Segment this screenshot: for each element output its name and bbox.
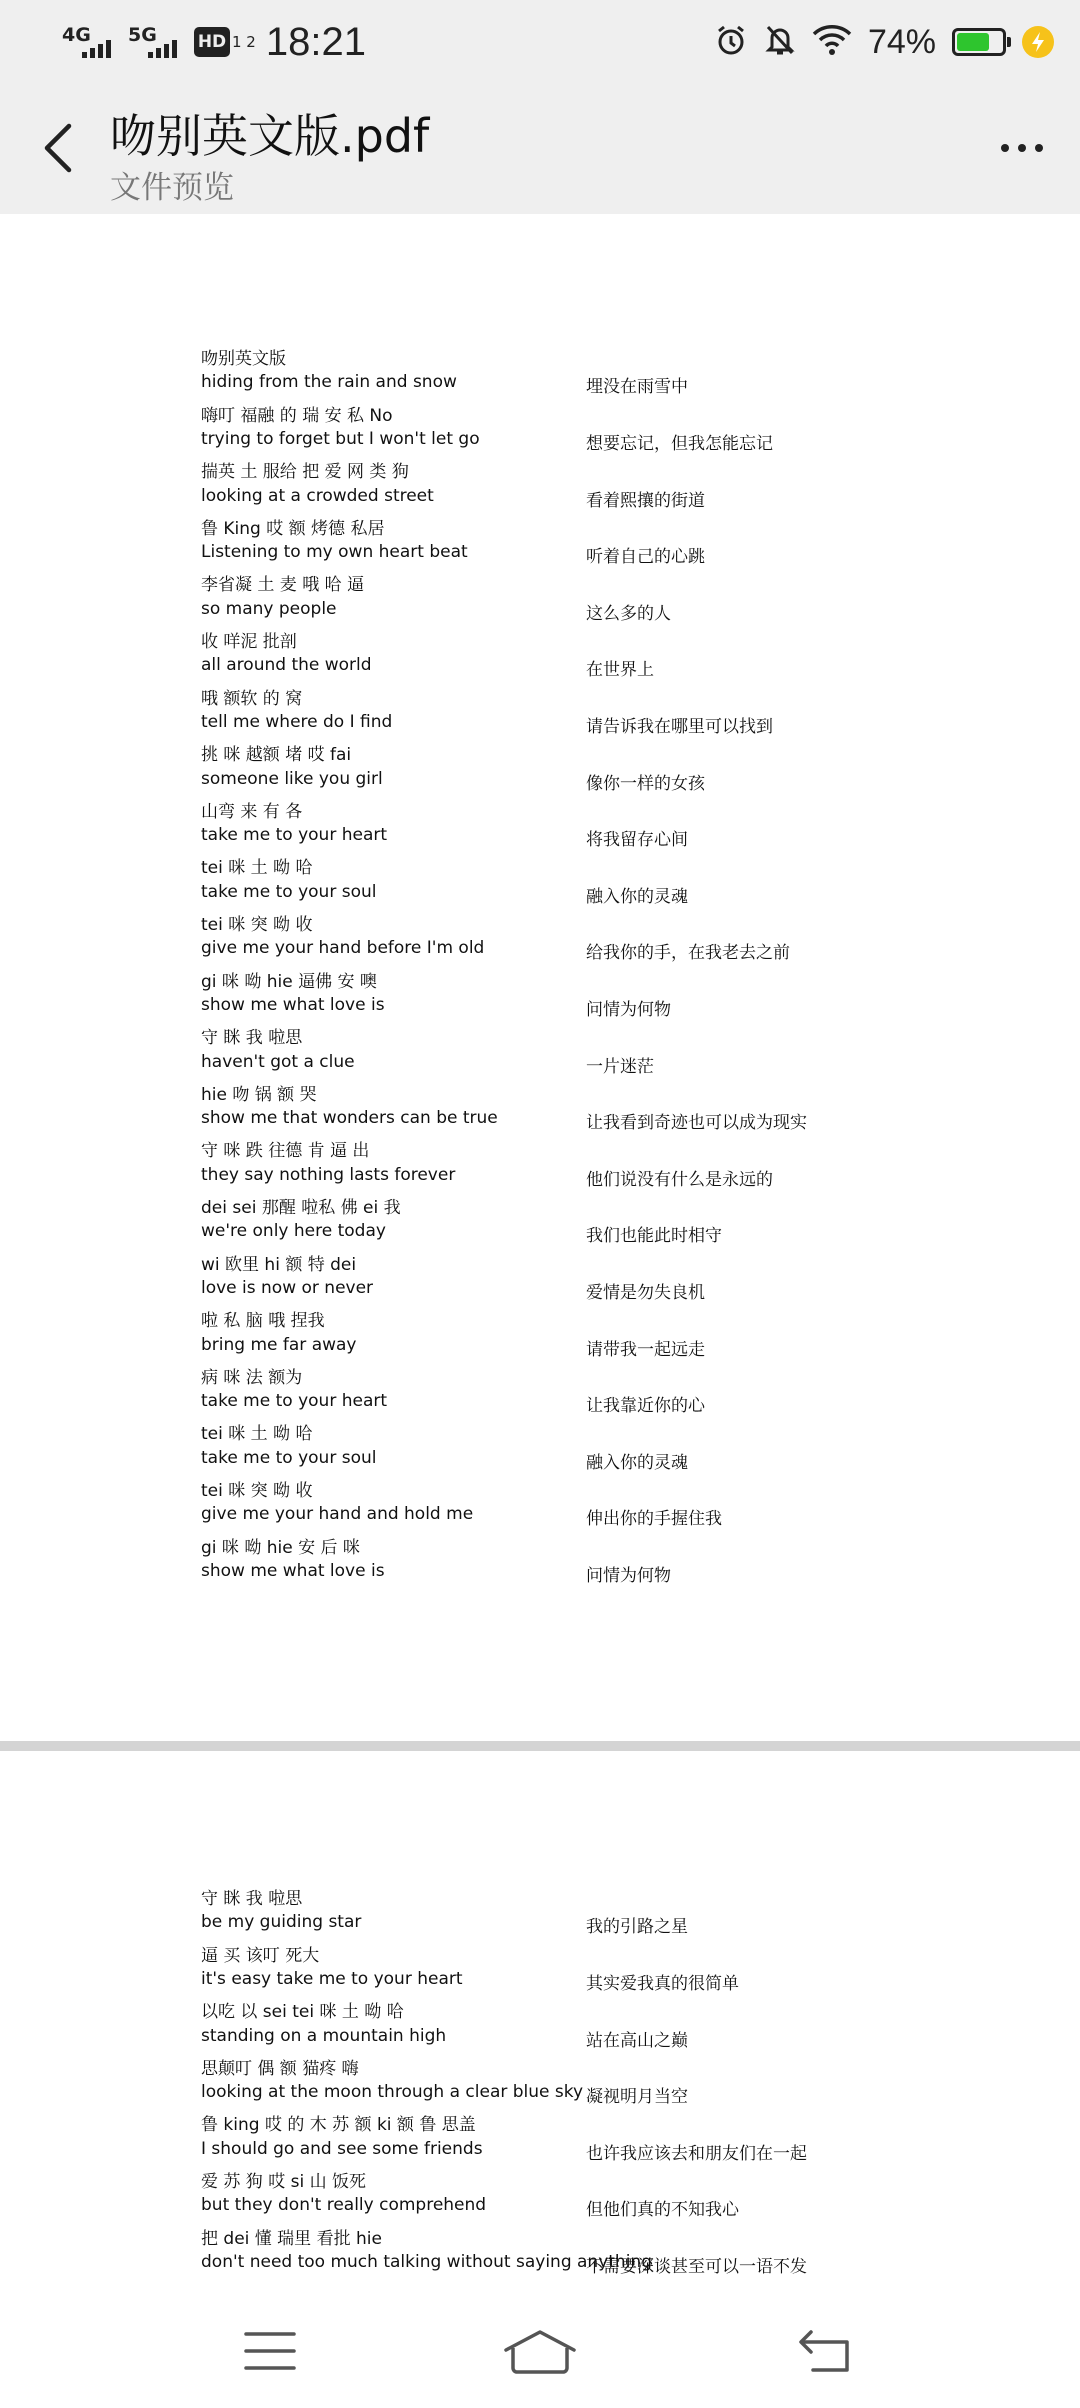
signal-4g-icon bbox=[62, 22, 114, 62]
translation-text: 问情为何物 bbox=[586, 999, 671, 1020]
lyric-text: 山弯 来 有 各 bbox=[201, 801, 303, 822]
lyric-text: give me your hand before I'm old bbox=[201, 938, 485, 959]
back-icon bbox=[797, 2328, 853, 2374]
lyric-text: haven't got a clue bbox=[201, 1051, 355, 1072]
lyric-text: show me what love is bbox=[201, 1560, 385, 1581]
translation-text: 这么多的人 bbox=[586, 603, 671, 624]
doc-line bbox=[0, 2252, 1080, 2280]
doc-line bbox=[0, 684, 1080, 712]
lyric-text: tei 咪 土 呦 哈 bbox=[201, 858, 313, 879]
lyric-text: hiding from the rain and snow bbox=[201, 372, 457, 393]
battery-icon bbox=[952, 28, 1006, 56]
status-bar bbox=[0, 0, 1080, 82]
lyric-text: standing on a mountain high bbox=[201, 2025, 447, 2046]
lyric-text: 哦 额软 的 窝 bbox=[201, 688, 303, 709]
doc-line bbox=[0, 1108, 1080, 1136]
lyric-text: 鲁 king 哎 的 木 苏 额 ki 额 鲁 思盖 bbox=[201, 2115, 476, 2136]
status-left bbox=[62, 14, 366, 70]
translation-text: 其实爱我真的很简单 bbox=[586, 1973, 739, 1994]
translation-text: 他们说没有什么是永远的 bbox=[586, 1169, 773, 1190]
doc-line bbox=[0, 599, 1080, 627]
translation-text: 一片迷茫 bbox=[586, 1056, 654, 1077]
lyric-text: trying to forget but I won't let go bbox=[201, 428, 480, 449]
doc-line bbox=[0, 1278, 1080, 1306]
lyric-text: take me to your heart bbox=[201, 825, 388, 846]
doc-line bbox=[0, 1193, 1080, 1221]
doc-line bbox=[0, 1941, 1080, 1969]
translation-text: 在世界上 bbox=[586, 660, 654, 681]
doc-line bbox=[0, 1136, 1080, 1164]
lyric-text: Listening to my own heart beat bbox=[201, 542, 468, 563]
hd-voice-icon: HD bbox=[194, 27, 230, 57]
pdf-preview[interactable] bbox=[0, 214, 1080, 2294]
lyric-text: 以吃 以 sei tei 咪 土 呦 哈 bbox=[201, 2002, 404, 2023]
translation-text: 让我靠近你的心 bbox=[586, 1396, 705, 1417]
doc-line bbox=[0, 2054, 1080, 2082]
doc-line bbox=[0, 1533, 1080, 1561]
lyric-text: take me to your heart bbox=[201, 1391, 388, 1412]
translation-text: 看着熙攘的街道 bbox=[586, 490, 705, 511]
lyric-text: I should go and see some friends bbox=[201, 2138, 483, 2159]
doc-line bbox=[0, 740, 1080, 768]
translation-text: 伸出你的手握住我 bbox=[586, 1509, 722, 1530]
lyric-text: take me to your soul bbox=[201, 1447, 377, 1468]
doc-line bbox=[0, 967, 1080, 995]
doc-line bbox=[0, 1221, 1080, 1249]
page-separator bbox=[0, 1741, 1080, 1751]
lyric-text: all around the world bbox=[201, 655, 372, 676]
doc-line bbox=[0, 2082, 1080, 2110]
status-right bbox=[714, 14, 1054, 70]
translation-text: 像你一样的女孩 bbox=[586, 773, 705, 794]
lyric-text: 逼 买 该叮 死大 bbox=[201, 1945, 320, 1966]
doc-line bbox=[0, 825, 1080, 853]
lyric-text: 鲁 King 哎 额 烤德 私居 bbox=[201, 518, 385, 539]
doc-line bbox=[0, 769, 1080, 797]
doc-line bbox=[0, 457, 1080, 485]
file-title: 吻别英文版.pdf bbox=[110, 109, 430, 163]
lyric-text: 挑 咪 越额 堵 哎 fai bbox=[201, 745, 352, 766]
lyric-text: 吻别英文版 bbox=[201, 349, 286, 369]
lyric-text: 李省凝 土 麦 哦 哈 逼 bbox=[201, 575, 365, 596]
doc-line bbox=[0, 2139, 1080, 2167]
lyric-text: tei 咪 突 呦 收 bbox=[201, 915, 313, 935]
lyric-text: but they don't really comprehend bbox=[201, 2195, 487, 2216]
lyric-text: looking at a crowded street bbox=[201, 485, 434, 506]
doc-line bbox=[0, 1250, 1080, 1278]
translation-text: 凝视明月当空 bbox=[586, 2087, 688, 2108]
chevron-left-icon bbox=[43, 122, 73, 174]
doc-line bbox=[0, 1504, 1080, 1532]
translation-text: 给我你的手，在我老去之前 bbox=[586, 943, 790, 964]
lyric-text: gi 咪 呦 hie 安 后 咪 bbox=[201, 1537, 360, 1558]
lyric-text: 收 咩泥 批剖 bbox=[201, 632, 297, 652]
lyric-text: give me your hand and hold me bbox=[201, 1504, 474, 1525]
lyric-text: show me that wonders can be true bbox=[201, 1108, 498, 1129]
lyric-text: take me to your soul bbox=[201, 881, 377, 902]
translation-text: 问情为何物 bbox=[586, 1565, 671, 1586]
lyric-text: we're only here today bbox=[201, 1221, 386, 1242]
lyric-text: 思颠叮 偶 额 猫疼 嗨 bbox=[201, 2058, 359, 2079]
lyric-text: 守 眯 我 啦思 bbox=[201, 1889, 303, 1909]
doc-line bbox=[0, 712, 1080, 740]
doc-line bbox=[0, 1419, 1080, 1447]
doc-line bbox=[0, 853, 1080, 881]
back-button[interactable] bbox=[28, 112, 88, 184]
battery-percent: 74% bbox=[867, 22, 936, 61]
translation-text: 让我看到奇迹也可以成为现实 bbox=[586, 1113, 807, 1134]
doc-line bbox=[0, 514, 1080, 542]
doc-line bbox=[0, 1997, 1080, 2025]
home-button[interactable] bbox=[500, 2316, 580, 2386]
doc-line bbox=[0, 1052, 1080, 1080]
alarm-icon bbox=[714, 23, 748, 61]
translation-text: 听着自己的心跳 bbox=[586, 547, 705, 568]
lyric-text: 嗨叮 福融 的 瑞 安 私 No bbox=[201, 405, 393, 426]
lyric-text: gi 咪 呦 hie 逼佛 安 噢 bbox=[201, 971, 377, 992]
translation-text: 想要忘记，但我怎能忘记 bbox=[586, 433, 773, 454]
lyric-text: wi 欧里 hi 额 特 dei bbox=[201, 1254, 357, 1275]
translation-text: 融入你的灵魂 bbox=[586, 1452, 688, 1473]
network-label-2: 5G bbox=[128, 24, 157, 46]
charging-icon bbox=[1022, 26, 1054, 58]
lyric-text: 爱 苏 狗 哎 si 山 饭死 bbox=[201, 2172, 367, 2192]
battery-fill bbox=[957, 33, 989, 51]
more-options-button[interactable] bbox=[982, 122, 1062, 174]
mute-bell-icon bbox=[764, 23, 796, 61]
doc-line bbox=[0, 2026, 1080, 2054]
translation-text: 请带我一起远走 bbox=[586, 1339, 705, 1360]
lyric-text: someone like you girl bbox=[201, 768, 383, 789]
doc-line bbox=[0, 1363, 1080, 1391]
lyric-text: love is now or never bbox=[201, 1277, 374, 1298]
menu-icon bbox=[244, 2331, 296, 2371]
translation-text: 但他们真的不知我心 bbox=[586, 2200, 739, 2221]
translation-text: 站在高山之巅 bbox=[586, 2030, 688, 2051]
doc-line bbox=[0, 938, 1080, 966]
doc-line bbox=[0, 910, 1080, 938]
doc-line bbox=[0, 542, 1080, 570]
hd-sim-label: 1 2 bbox=[232, 33, 256, 51]
translation-text: 爱情是勿失良机 bbox=[586, 1282, 705, 1303]
lyric-text: it's easy take me to your heart bbox=[201, 1968, 463, 1989]
doc-line bbox=[0, 1080, 1080, 1108]
translation-text: 将我留存心间 bbox=[586, 830, 688, 851]
lyric-text: tei 咪 突 呦 收 bbox=[201, 1481, 313, 1501]
doc-line bbox=[0, 1969, 1080, 1997]
lyric-text: be my guiding star bbox=[201, 1912, 362, 1933]
lyric-text: they say nothing lasts forever bbox=[201, 1164, 456, 1185]
signal-5g-icon bbox=[128, 22, 180, 62]
translation-text: 也许我应该去和朋友们在一起 bbox=[586, 2143, 807, 2164]
doc-line bbox=[0, 1165, 1080, 1193]
doc-line bbox=[0, 2224, 1080, 2252]
doc-line bbox=[0, 995, 1080, 1023]
translation-text: 埋没在雨雪中 bbox=[586, 377, 688, 398]
doc-line bbox=[0, 1448, 1080, 1476]
doc-line bbox=[0, 1561, 1080, 1589]
lyric-text: 守 咪 跌 往德 肯 逼 出 bbox=[201, 1141, 370, 1162]
lyric-text: so many people bbox=[201, 598, 337, 619]
doc-line bbox=[0, 1335, 1080, 1363]
lyric-text: dei sei 那醒 啦私 佛 ei 我 bbox=[201, 1198, 401, 1218]
home-icon bbox=[503, 2328, 577, 2374]
lyric-text: 啦 私 脑 哦 捏我 bbox=[201, 1311, 325, 1332]
doc-line bbox=[0, 1476, 1080, 1504]
lyric-text: 把 dei 懂 瑞里 看批 hie bbox=[201, 2228, 382, 2249]
doc-line bbox=[0, 2167, 1080, 2195]
lyric-text: tell me where do I find bbox=[201, 711, 393, 732]
lyric-text: looking at the moon through a clear blue sky bbox=[201, 2082, 584, 2103]
translation-text: 融入你的灵魂 bbox=[586, 886, 688, 907]
doc-line bbox=[0, 401, 1080, 429]
doc-line bbox=[0, 2110, 1080, 2138]
lyric-text: tei 咪 土 呦 哈 bbox=[201, 1424, 313, 1445]
doc-line bbox=[0, 627, 1080, 655]
doc-line bbox=[0, 570, 1080, 598]
lyric-text: 守 眯 我 啦思 bbox=[201, 1028, 303, 1049]
lyric-text: show me what love is bbox=[201, 994, 385, 1015]
doc-line bbox=[0, 344, 1080, 372]
menu-button[interactable] bbox=[230, 2316, 310, 2386]
doc-line bbox=[0, 2195, 1080, 2223]
lyric-text: hie 吻 锅 额 哭 bbox=[201, 1084, 317, 1105]
doc-line bbox=[0, 882, 1080, 910]
lyric-text: bring me far away bbox=[201, 1334, 357, 1355]
doc-line bbox=[0, 372, 1080, 400]
doc-line bbox=[0, 1391, 1080, 1419]
translation-text: 我们也能此时相守 bbox=[586, 1226, 722, 1247]
doc-line bbox=[0, 1023, 1080, 1051]
translation-text: 我的引路之星 bbox=[586, 1917, 688, 1938]
wifi-icon bbox=[812, 24, 852, 60]
more-dots-icon bbox=[1001, 144, 1043, 152]
doc-line bbox=[0, 655, 1080, 683]
doc-line bbox=[0, 797, 1080, 825]
navigation-bar bbox=[0, 2294, 1080, 2408]
doc-line bbox=[0, 486, 1080, 514]
clock: 18:21 bbox=[265, 19, 366, 64]
network-label-1: 4G bbox=[62, 24, 91, 46]
doc-line bbox=[0, 429, 1080, 457]
lyric-text: don't need too much talking without saying anything bbox=[201, 2251, 652, 2272]
back-nav-button[interactable] bbox=[785, 2316, 865, 2386]
lyric-text: 揣英 土 服给 把 爱 网 类 狗 bbox=[201, 462, 409, 483]
doc-line bbox=[0, 1912, 1080, 1940]
translation-text: 请告诉我在哪里可以找到 bbox=[586, 716, 773, 737]
file-subtitle: 文件预览 bbox=[110, 170, 234, 206]
doc-line bbox=[0, 1306, 1080, 1334]
doc-line bbox=[0, 1884, 1080, 1912]
lyric-text: 病 咪 法 额为 bbox=[201, 1367, 303, 1388]
translation-text: 不需要深谈甚至可以一语不发 bbox=[586, 2256, 807, 2277]
app-header bbox=[0, 82, 1080, 214]
